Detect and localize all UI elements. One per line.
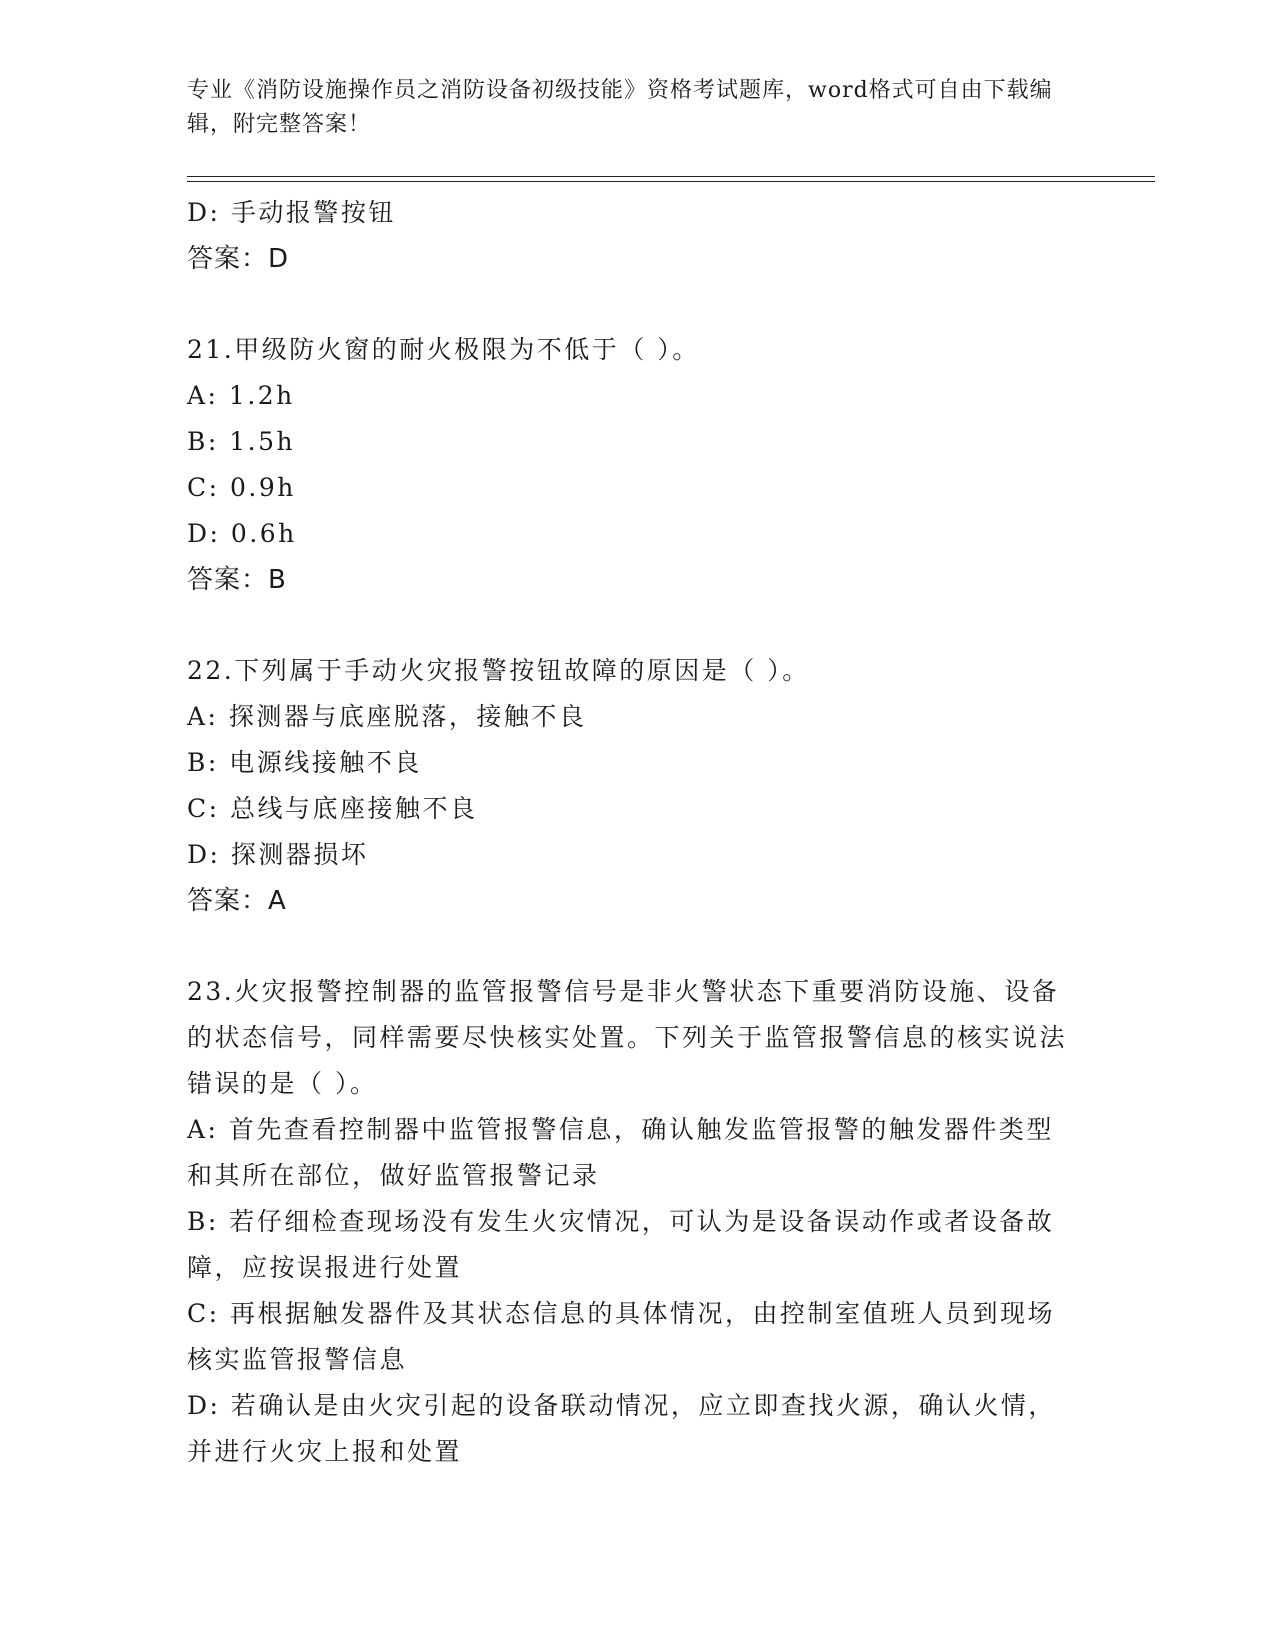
document-header: 专业《消防设施操作员之消防设备初级技能》资格考试题库，word格式可自由下载编辑，附完整答案！ [187, 78, 1053, 137]
header-divider-bottom [187, 181, 1155, 182]
option-c: C: 总线与底座接触不良 [187, 794, 478, 823]
question-stem: 23.火灾报警控制器的监管报警信号是非火警状态下重要消防设施、设备的状态信号，同样需要尽快核实处置。下列关于监管报警信息的核实说法错误的是（ ）。 [187, 977, 1068, 1098]
question-stem: 21.甲级防火窗的耐火极限为不低于（ ）。 [187, 335, 700, 364]
question-22 [187, 648, 1067, 924]
option-d: D: 探测器损坏 [187, 840, 369, 869]
question-stem: 22.下列属于手动火灾报警按钮故障的原因是（ ）。 [187, 656, 810, 685]
question-23 [187, 969, 1067, 1475]
option-a: A: 探测器与底座脱落，接触不良 [187, 702, 587, 731]
answer: 答案：B [187, 565, 287, 595]
option-d: D: 0.6h [187, 519, 297, 548]
prev-option-d: D: 手动报警按钮 [187, 198, 396, 227]
option-c: C: 0.9h [187, 473, 296, 502]
option-a: A: 1.2h [187, 381, 295, 410]
option-a: A: 首先查看控制器中监管报警信息，确认触发监管报警的触发器件类型和其所在部位，做好监管报警记录 [187, 1115, 1054, 1190]
question-content [187, 190, 1067, 1475]
option-b: B: 1.5h [187, 427, 296, 456]
answer: 答案：A [187, 886, 287, 916]
option-b: B: 若仔细检查现场没有发生火灾情况，可认为是设备误动作或者设备故障，应按误报进行处置 [187, 1207, 1055, 1282]
option-c: C: 再根据触发器件及其状态信息的具体情况，由控制室值班人员到现场核实监管报警信息 [187, 1299, 1056, 1374]
option-d: D: 若确认是由火灾引起的设备联动情况，应立即查找火源，确认火情，并进行火灾上报和处置 [187, 1391, 1056, 1466]
prev-answer: 答案：D [187, 244, 290, 274]
question-21 [187, 327, 1067, 603]
option-b: B: 电源线接触不良 [187, 748, 422, 777]
header-divider-top [187, 176, 1155, 177]
